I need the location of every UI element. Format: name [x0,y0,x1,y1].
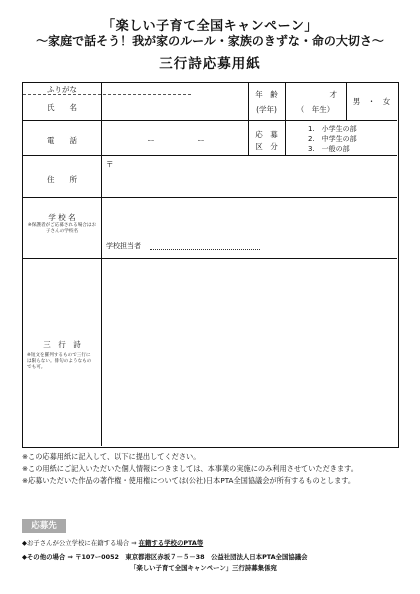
category-label-2: 区 分 [255,142,278,151]
name-label: 氏 名 [47,103,77,112]
phone-separator-2: ー [197,136,205,145]
submission-line-3: 「楽しい子育て全国キャンペーン」三行詩募集係宛 [130,564,277,572]
grade-unit: （ 年生） [296,105,335,114]
category-option-2[interactable]: 2. 中学生の部 [308,135,357,143]
submission-line-1 [22,538,402,547]
postal-mark: 〒 [106,160,114,169]
row-divider-school [23,258,397,259]
gender-choice[interactable]: 男 ・ 女 [352,97,391,106]
row-divider-phone [23,155,397,156]
school-note: ※保護者がご応募される場合はお子さんの学校名 [27,223,97,234]
submission-line-1-target: 在籍する学校のPTA等 [138,539,204,547]
phone-separator-1: ー [147,136,155,145]
poem-note: ※短文を羅列するもので三行には限らない。俳句のようなものでも可。 [27,353,92,370]
row-divider-name [23,120,397,121]
poem-label: 三 行 詩 [43,340,81,349]
furigana-label: ふりがな [47,85,77,94]
campaign-subtitle: ～家庭で話そう！我が家のルール・家族のきずな・命の大切さ～ [36,34,384,48]
grade-label: (学年) [256,105,277,114]
submission-line-2: ◆その他の場合 ⇒ 〒107ー0052 東京都港区赤坂７－５－38 公益社団法人日本PTA全国協議会 [22,553,308,561]
age-label: 年 齢 [255,90,278,99]
note-3: ※応募いただいた作品の著作権・使用権については(公社)日本PTA全国協議会が所有するものとします。 [22,476,356,485]
address-label: 住 所 [47,175,77,184]
note-2: ※この用紙にご記入いただいた個人情報につきましては、本事業の実施にのみ利用させていただきます。 [22,464,358,473]
row-divider-address [23,197,397,198]
school-label: 学 校 名 [48,213,76,222]
submission-heading: 応募先 [22,519,66,533]
label-column-divider [101,83,102,446]
school-contact-line[interactable] [150,249,260,250]
category-label-1: 応 募 [255,130,278,139]
school-contact-label: 学校担当者 [106,242,141,250]
category-option-3[interactable]: 3. 一般の部 [308,145,350,153]
submission-line-1-prefix: ◆お子さんが公立学校に在籍する場合 ⇒ [22,539,137,547]
form-title: 三行詩応募用紙 [159,56,261,72]
campaign-title: 「楽しい子育て全国キャンペーン」 [102,19,318,34]
phone-label: 電 話 [47,136,77,145]
age-unit: 才 [329,90,337,99]
note-1: ※この応募用紙に記入して、以下に提出してください。 [22,452,201,461]
category-option-1[interactable]: 1. 小学生の部 [308,125,357,133]
entry-form [22,82,399,448]
